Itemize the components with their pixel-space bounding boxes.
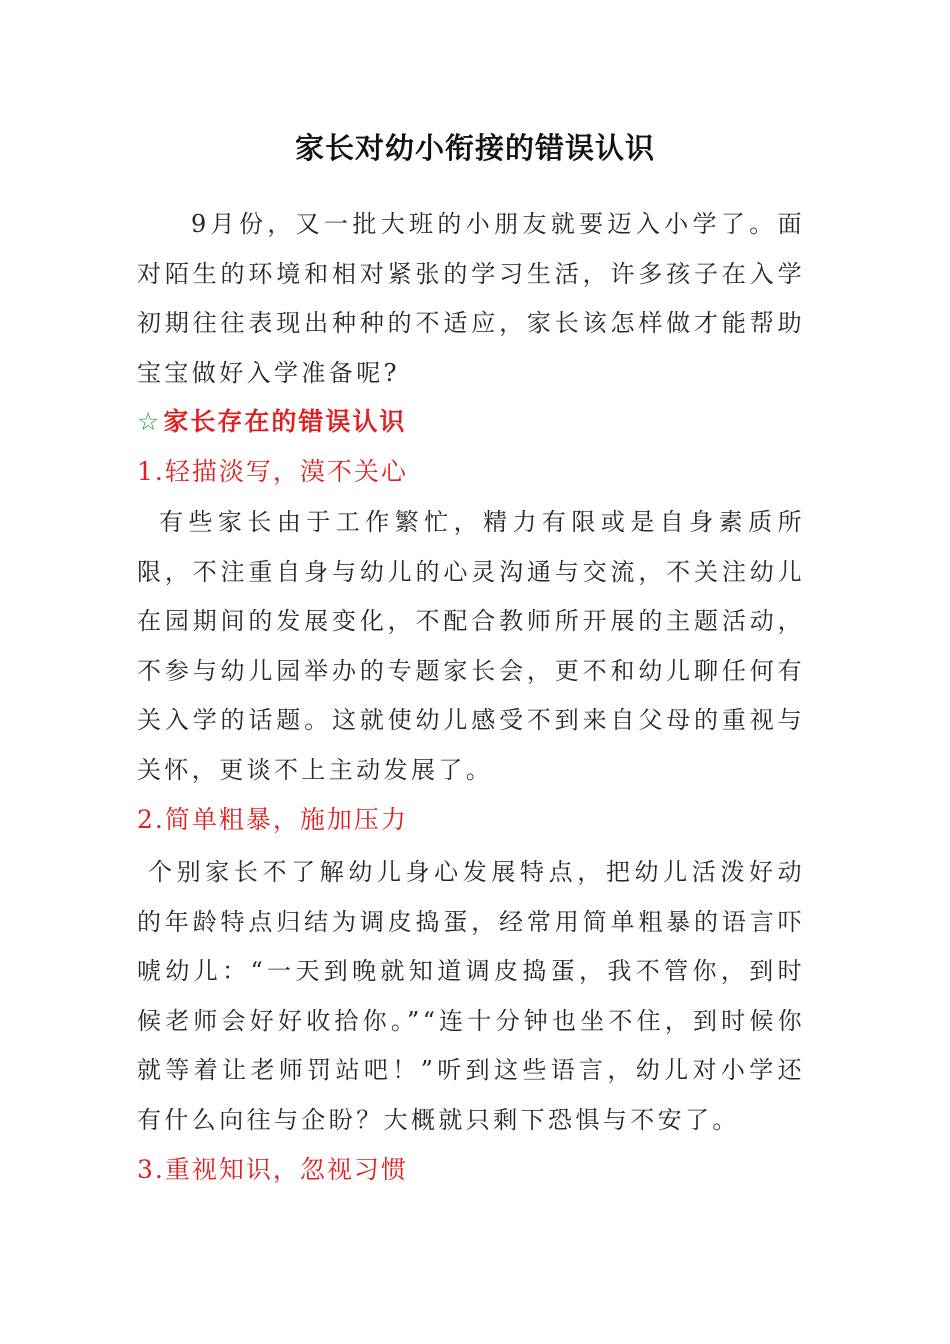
- item-heading-2: 2.简单粗暴，施加压力: [137, 805, 408, 834]
- item-heading-1: 1.轻描淡写，漠不关心: [137, 457, 408, 486]
- item-body-2: 个别家长不了解幼儿身心发展特点，把幼儿活泼好动的年龄特点归结为调皮捣蛋，经常用简单粗暴的语言吓唬幼儿：“一天到晚就知道调皮捣蛋，我不管你，到时候老师会好好收拾你。”“连十分钟也坐不住，到时候你就等着让老师罚站吧！”听到这些语言，幼儿对小学还有什么向往与企盼？大概就只剩下恐惧与不安了。: [137, 858, 805, 1134]
- document-title: 家长对幼小衔接的错误认识: [294, 131, 655, 165]
- star-icon: ☆: [137, 407, 162, 436]
- intro-paragraph: 9月份，又一批大班的小朋友就要迈入小学了。面对陌生的环境和相对紧张的学习生活，许多孩子在入学初期往往表现出种种的不适应，家长该怎样做才能帮助宝宝做好入学准备呢?: [137, 210, 805, 387]
- section-heading: [137, 402, 406, 442]
- item-body-1: 有些家长由于工作繁忙，精力有限或是自身素质所限，不注重自身与幼儿的心灵沟通与交流，不关注幼儿在园期间的发展变化，不配合教师所开展的主题活动，不参与幼儿园举办的专题家长会，更不和幼儿聊任何有关入学的话题。这就使幼儿感受不到来自父母的重视与关怀，更谈不上主动发展了。: [137, 508, 805, 784]
- item-heading-3: 3.重视知识，忽视习惯: [137, 1155, 408, 1184]
- section-heading-text: 家长存在的错误认识: [163, 407, 407, 436]
